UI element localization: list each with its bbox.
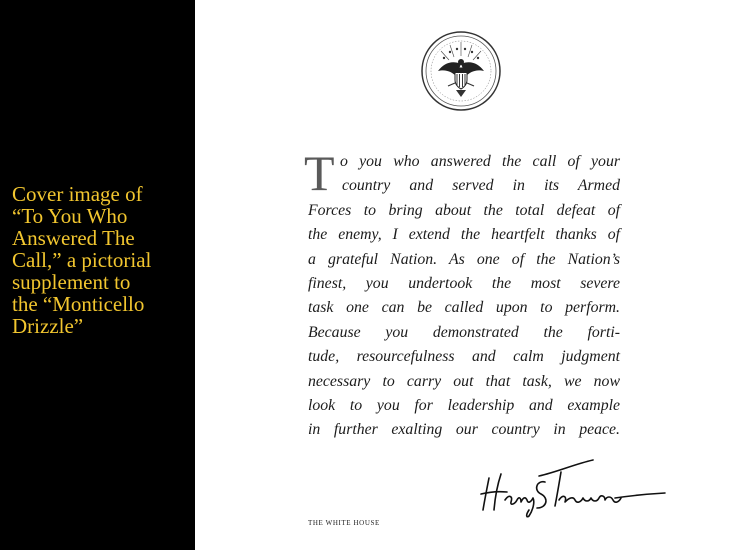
caption-line: Cover image of [12,182,143,206]
letter-line: necessary to carry out that task, we now [308,372,620,390]
letter-line: Forces to bring about the total defeat of [308,201,620,219]
caption-text [12,183,192,337]
caption-panel [0,0,195,550]
letter-line: a grateful Nation. As one of the Nation’s [308,250,620,268]
letter-line: the enemy, I extend the heartfelt thanks of [308,226,620,244]
presidential-seal-icon [420,30,502,112]
footer-text: THE WHITE HOUSE [308,519,380,527]
letter-line: Because you demonstrated the forti- [308,323,620,341]
letter-line: o you who answered the call of your [340,153,620,170]
caption-line: the “Monticello [12,292,145,316]
letter-line: in further exalting our country in peace. [308,421,620,439]
caption-line: Drizzle” [12,314,84,338]
letter-line: finest, you undertook the most severe [308,274,620,292]
letter-line: task one can be called upon to perform. [308,299,620,317]
caption-line: Answered The [12,226,135,250]
signature-image [475,456,675,522]
letter-body [304,145,620,443]
drop-cap: T [304,145,335,201]
caption-line: “To You Who [12,204,128,228]
letter-line: country and served in its Armed [342,177,620,195]
caption-line: supplement to [12,270,131,294]
letter-document [195,0,737,550]
caption-line: Call,” a pictorial [12,248,152,272]
letter-line: look to you for leadership and example [308,396,620,414]
letter-line: tude, resourcefulness and calm judgment [308,348,620,366]
